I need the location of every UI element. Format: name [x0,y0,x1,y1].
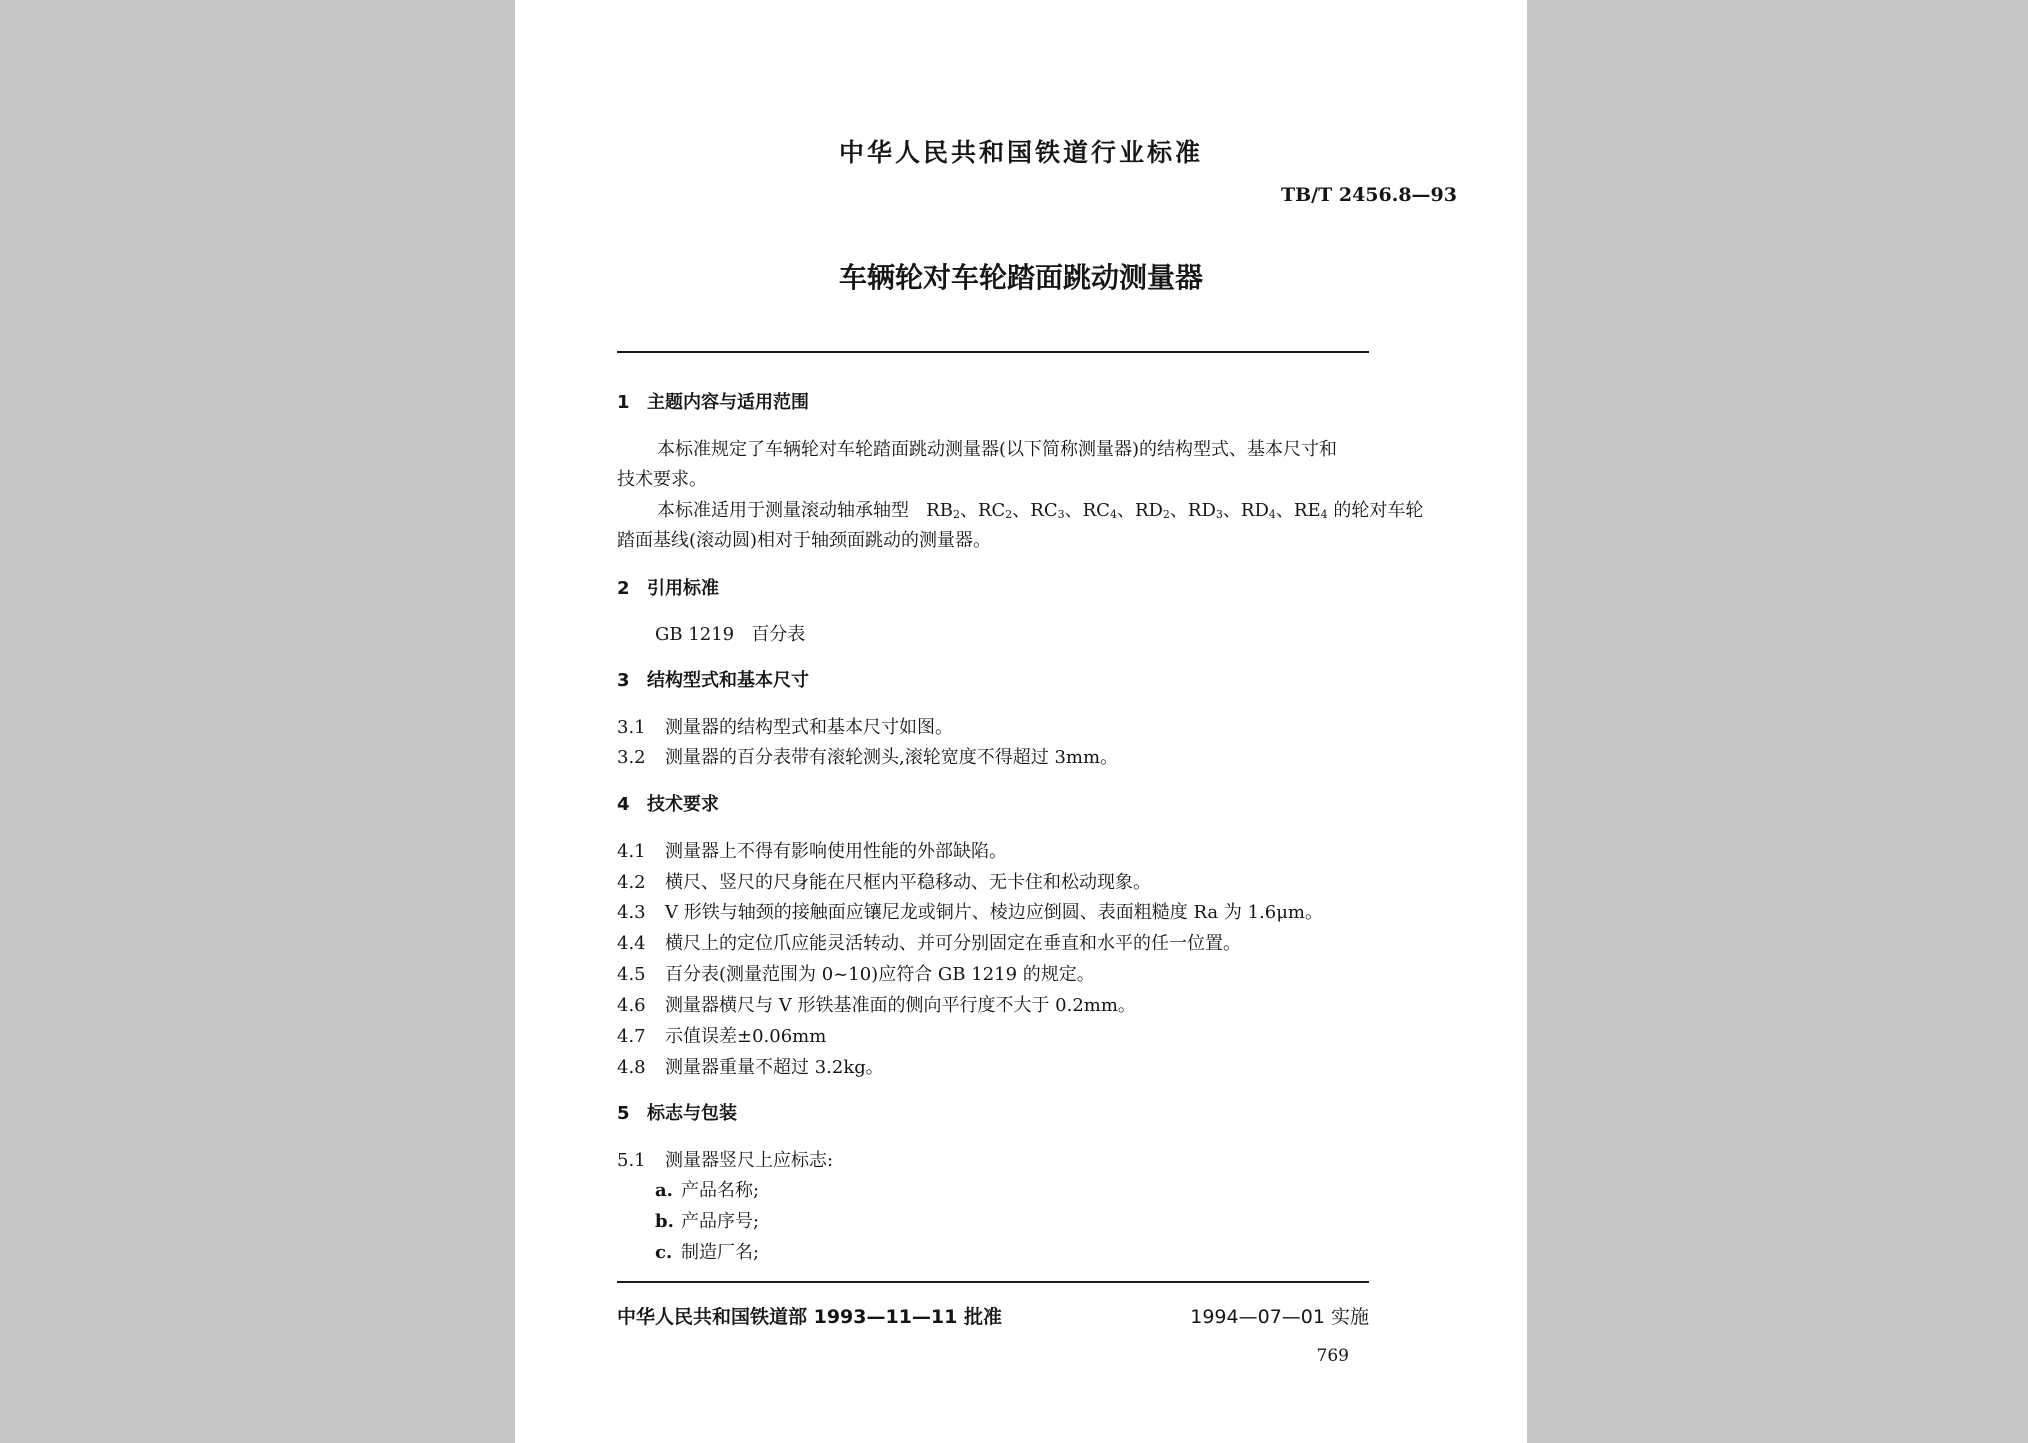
scope-paragraph-2-line-2: 踏面基线(滚动圆)相对于轴颈面跳动的测量器。 [617,530,992,551]
sub-item-text: 制造厂名; [681,1242,760,1263]
bearing-type [1135,500,1170,521]
approval-line: 中华人民共和国铁道部 1993—11—11 批准 [617,1306,1002,1328]
scope-paragraph-2-line-1 [657,496,1423,522]
clause-text: 横尺上的定位爪应能灵活转动、并可分别固定在垂直和水平的任一位置。 [665,933,1241,954]
bearing-type-subscript: 2 [952,508,960,521]
section-number: 4 [617,794,630,815]
section-number: 5 [617,1103,630,1124]
reference-code: GB 1219 [655,624,735,645]
clause-4-4 [617,929,1241,955]
clause-3-1 [617,713,953,739]
footer-rule [617,1281,1369,1283]
clause-text: 测量器的结构型式和基本尺寸如图。 [665,717,953,738]
bearing-type-subscript: 4 [1109,508,1117,521]
clause-number: 4.7 [617,1026,646,1047]
clause-number: 4.6 [617,995,646,1016]
bearing-type-base: RE [1293,500,1321,521]
bearing-type-base: RC [1030,500,1058,521]
clause-3-2 [617,743,1118,769]
clause-4-3 [617,898,1323,924]
section-3-heading [617,666,809,692]
bearing-type [1083,500,1117,521]
sub-item-text: 产品名称; [681,1180,760,1201]
section-title: 结构型式和基本尺寸 [647,670,809,691]
clause-4-5 [617,960,1095,986]
bearing-type-subscript: 2 [1162,508,1170,521]
sub-item-label: b. [655,1211,674,1232]
clause-text: 测量器横尺与 V 形铁基准面的侧向平行度不大于 0.2mm。 [665,995,1136,1016]
clause-number: 5.1 [617,1150,646,1171]
list-separator: 、 [1275,500,1294,521]
bearing-type [1030,500,1064,521]
scope-prefix: 本标准适用于测量滚动轴承轴型 [657,500,909,521]
effective-date: 1994—07—01 实施 [1190,1306,1369,1328]
bearing-type [978,500,1012,521]
clause-number: 4.1 [617,841,646,862]
clause-number: 4.2 [617,872,646,893]
section-5-heading [617,1099,737,1125]
bearing-type-subscript: 3 [1215,508,1223,521]
clause-4-2 [617,868,1151,894]
bearing-type-subscript: 4 [1268,508,1276,521]
bearing-type-base: RD [1240,500,1269,521]
sub-item-b [655,1207,759,1233]
sub-item-c [655,1238,759,1264]
section-number: 2 [617,578,630,599]
list-separator: 、 [1222,500,1241,521]
bearing-type-list [926,500,1327,521]
sub-item-label: c. [655,1242,673,1263]
section-4-heading [617,790,719,816]
clause-number: 4.8 [617,1057,646,1078]
list-separator: 、 [1012,500,1031,521]
reference-standard [655,620,805,646]
bearing-type-base: RD [1187,500,1216,521]
clause-text: 横尺、竖尺的尺身能在尺框内平稳移动、无卡住和松动现象。 [665,872,1151,893]
header-rule [617,351,1369,353]
bearing-type [926,500,960,521]
clause-text: 百分表(测量范围为 0~10)应符合 GB 1219 的规定。 [665,964,1095,985]
clause-5-1 [617,1146,833,1172]
clause-text: 测量器重量不超过 3.2kg。 [665,1057,884,1078]
clause-number: 3.1 [617,717,646,738]
section-title: 标志与包装 [647,1103,737,1124]
clause-4-8 [617,1053,884,1079]
clause-number: 4.4 [617,933,646,954]
bearing-type-subscript: 3 [1057,508,1065,521]
document-title: 车辆轮对车轮踏面跳动测量器 [838,261,1203,294]
clause-text: 测量器上不得有影响使用性能的外部缺陷。 [665,841,1007,862]
section-title: 技术要求 [647,794,719,815]
clause-text: 示值误差±0.06mm [665,1026,827,1047]
list-separator: 、 [1116,500,1135,521]
list-separator: 、 [1064,500,1083,521]
section-2-heading [617,574,719,600]
section-number: 1 [617,392,630,413]
clause-text: V 形铁与轴颈的接触面应镶尼龙或铜片、棱边应倒圆、表面粗糙度 Ra 为 1.6μm。 [665,902,1323,923]
clause-text: 测量器的百分表带有滚轮测头,滚轮宽度不得超过 3mm。 [665,747,1119,768]
list-separator: 、 [959,500,978,521]
section-title: 引用标准 [647,578,719,599]
bearing-type-base: RC [1082,500,1110,521]
scope-paragraph-1-line-1: 本标准规定了车辆轮对车轮踏面跳动测量器(以下简称测量器)的结构型式、基本尺寸和 [657,439,1338,460]
clause-4-1 [617,837,1007,863]
clause-number: 4.5 [617,964,646,985]
bearing-type-base: RC [977,500,1006,521]
section-number: 3 [617,670,630,691]
sub-item-a [655,1176,759,1202]
document-page [515,0,1527,1443]
standard-code: TB/T 2456.8—93 [1280,184,1457,206]
clause-4-7 [617,1022,826,1048]
bearing-type-subscript: 4 [1320,508,1328,521]
clause-number: 3.2 [617,747,646,768]
section-title: 主题内容与适用范围 [647,392,809,413]
sub-item-text: 产品序号; [681,1211,760,1232]
list-separator: 、 [1169,500,1188,521]
clause-number: 4.3 [617,902,646,923]
bearing-type-base: RB [926,500,953,521]
sub-item-label: a. [655,1180,673,1201]
page-number: 769 [1316,1346,1349,1366]
scope-paragraph-1-line-2: 技术要求。 [617,469,707,490]
bearing-type-base: RD [1134,500,1163,521]
clause-4-6 [617,991,1136,1017]
bearing-type-subscript: 2 [1005,508,1013,521]
reference-name: 百分表 [751,624,806,645]
section-1-heading [617,388,809,414]
bearing-type [1188,500,1223,521]
org-title: 中华人民共和国铁道行业标准 [838,138,1203,167]
clause-text: 测量器竖尺上应标志: [665,1150,834,1171]
scope-suffix: 的轮对车轮 [1333,500,1424,521]
bearing-type [1294,500,1328,521]
bearing-type [1241,500,1276,521]
